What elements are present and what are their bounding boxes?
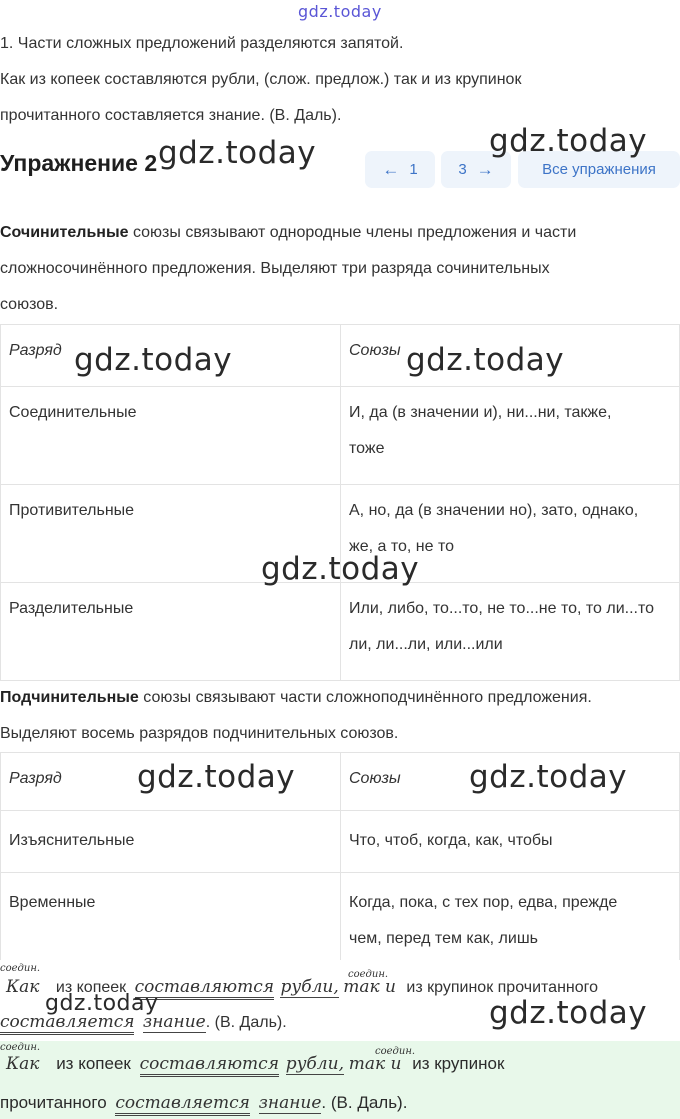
row-category: Временные [1, 873, 341, 969]
row-conjunctions-line-1: Или, либо, то...то, не то...не то, то ли...то [349, 600, 655, 617]
watermark: gdz.today [406, 342, 565, 378]
table-row [1, 387, 680, 485]
watermark: gdz.today [261, 551, 420, 587]
row-conjunctions: Что, чтоб, когда, как, чтобы [341, 811, 680, 873]
header-conjunctions: Союзы [341, 753, 680, 811]
parsed-sentence [0, 960, 680, 1040]
coord-bold-term: Сочинительные [0, 224, 129, 241]
row-conjunctions [341, 387, 680, 485]
next-exercise-button[interactable] [441, 151, 511, 188]
sentence-end: . (В. Даль). [321, 1093, 408, 1112]
word-prochitannogo: прочитанного [0, 1093, 107, 1112]
intro-line-3: прочитанного составляется знание. (В. Даль). [0, 107, 342, 124]
predicate-word: составляется [115, 1093, 249, 1116]
subord-line-2: Выделяют восемь разрядов подчинительных союзов. [0, 725, 399, 742]
conjunction-tag: соедин. [348, 969, 389, 980]
header-conjunctions: Союзы [341, 325, 680, 387]
subject-word: рубли, [280, 977, 339, 997]
subord-line-1-rest: союзы связывают части сложноподчинённого предложения. [138, 689, 592, 706]
next-exercise-label: 3 [458, 161, 467, 178]
row-conjunctions-line-2: ли, ли...ли, или...или [349, 636, 503, 653]
row-category: Противительные [1, 485, 341, 583]
watermark: gdz.today [74, 342, 233, 378]
row-conjunctions-line-1: А, но, да (в значении но), зато, однако, [349, 502, 639, 519]
predicate-word: составляется [0, 1012, 134, 1035]
watermark: gdz.today [489, 995, 648, 1031]
row-conjunctions [341, 583, 680, 681]
header-category: Разряд [1, 753, 341, 811]
watermark: gdz.today [158, 135, 317, 171]
row-category: Изъяснительные [1, 811, 341, 873]
watermark: gdz.today [137, 759, 296, 795]
arrow-left-icon: ← [382, 159, 400, 179]
exercise-title: Упражнение 2 [0, 150, 158, 176]
subject-word: знание [258, 1093, 322, 1113]
answer-line-1 [0, 1054, 504, 1074]
word-kak: Как [6, 1054, 40, 1074]
coord-line-2: сложносочинённого предложения. Выделяют три разряда сочинительных [0, 260, 550, 277]
table-row [1, 485, 680, 583]
row-conjunctions [341, 873, 680, 969]
row-conjunctions-line-2: же, а то, не то [349, 538, 454, 555]
subject-word: знание [142, 1012, 206, 1032]
arrow-right-icon: → [476, 159, 494, 179]
header-category: Разряд [1, 325, 341, 387]
coord-line-1 [0, 215, 680, 251]
table-header-row [1, 753, 680, 811]
word-rest: из крупинок прочитанного [406, 979, 599, 996]
coord-line-1-rest: союзы связывают однородные члены предложения и части [128, 224, 577, 241]
watermark: gdz.today [469, 759, 628, 795]
subord-line-1 [0, 680, 680, 716]
intro-line-2: Как из копеек составляются рубли, (слож. предлож.) так и из крупинок [0, 71, 522, 88]
row-category: Соединительные [1, 387, 341, 485]
intro-line-1: 1. Части сложных предложений разделяются запятой. [0, 35, 404, 52]
table-header-row [1, 325, 680, 387]
word-kak: Как [6, 977, 40, 997]
word-tak-i: так и [343, 977, 396, 997]
word-iz-kopeek: из копеек [56, 1054, 131, 1073]
subord-bold-term: Подчинительные [0, 689, 139, 706]
row-conjunctions-line-1: Когда, пока, с тех пор, едва, прежде [349, 894, 618, 911]
all-exercises-button[interactable] [518, 151, 680, 188]
word-tak-i: так и [348, 1054, 402, 1074]
sentence-line-2 [0, 1012, 287, 1032]
coord-line-3: союзов. [0, 296, 59, 313]
sentence-line-1 [0, 977, 598, 997]
sentence-end: . (В. Даль). [205, 1014, 287, 1031]
coordinating-conjunctions-table [0, 324, 680, 681]
all-exercises-label: Все упражнения [542, 161, 656, 178]
word-iz-kopeek: из копеек [55, 979, 127, 996]
row-conjunctions [341, 485, 680, 583]
predicate-word: составляются [135, 977, 274, 1000]
row-conjunctions-line-1: И, да (в значении и), ни...ни, также, [349, 404, 612, 421]
row-conjunctions-line-2: чем, перед тем как, лишь [349, 930, 538, 947]
row-category: Разделительные [1, 583, 341, 681]
conjunction-tag: соедин. [375, 1046, 416, 1057]
prev-exercise-button[interactable] [365, 151, 435, 188]
subordinating-conjunctions-table [0, 752, 680, 969]
table-row [1, 811, 680, 873]
row-conjunctions-line-2: тоже [349, 440, 385, 457]
conjunction-tag: соедин. [0, 963, 41, 974]
table-row [1, 583, 680, 681]
word-rest: из крупинок [412, 1054, 505, 1073]
subject-word: рубли, [285, 1054, 344, 1074]
predicate-word: составляются [140, 1054, 279, 1077]
answer-line-2 [0, 1093, 407, 1113]
top-watermark: gdz.today [298, 2, 382, 21]
watermark: gdz.today [45, 991, 159, 1016]
watermark: gdz.today [489, 123, 648, 159]
answer-highlight [0, 1041, 680, 1119]
conjunction-tag: соедин. [0, 1042, 41, 1053]
prev-exercise-label: 1 [409, 161, 418, 178]
table-row [1, 873, 680, 969]
